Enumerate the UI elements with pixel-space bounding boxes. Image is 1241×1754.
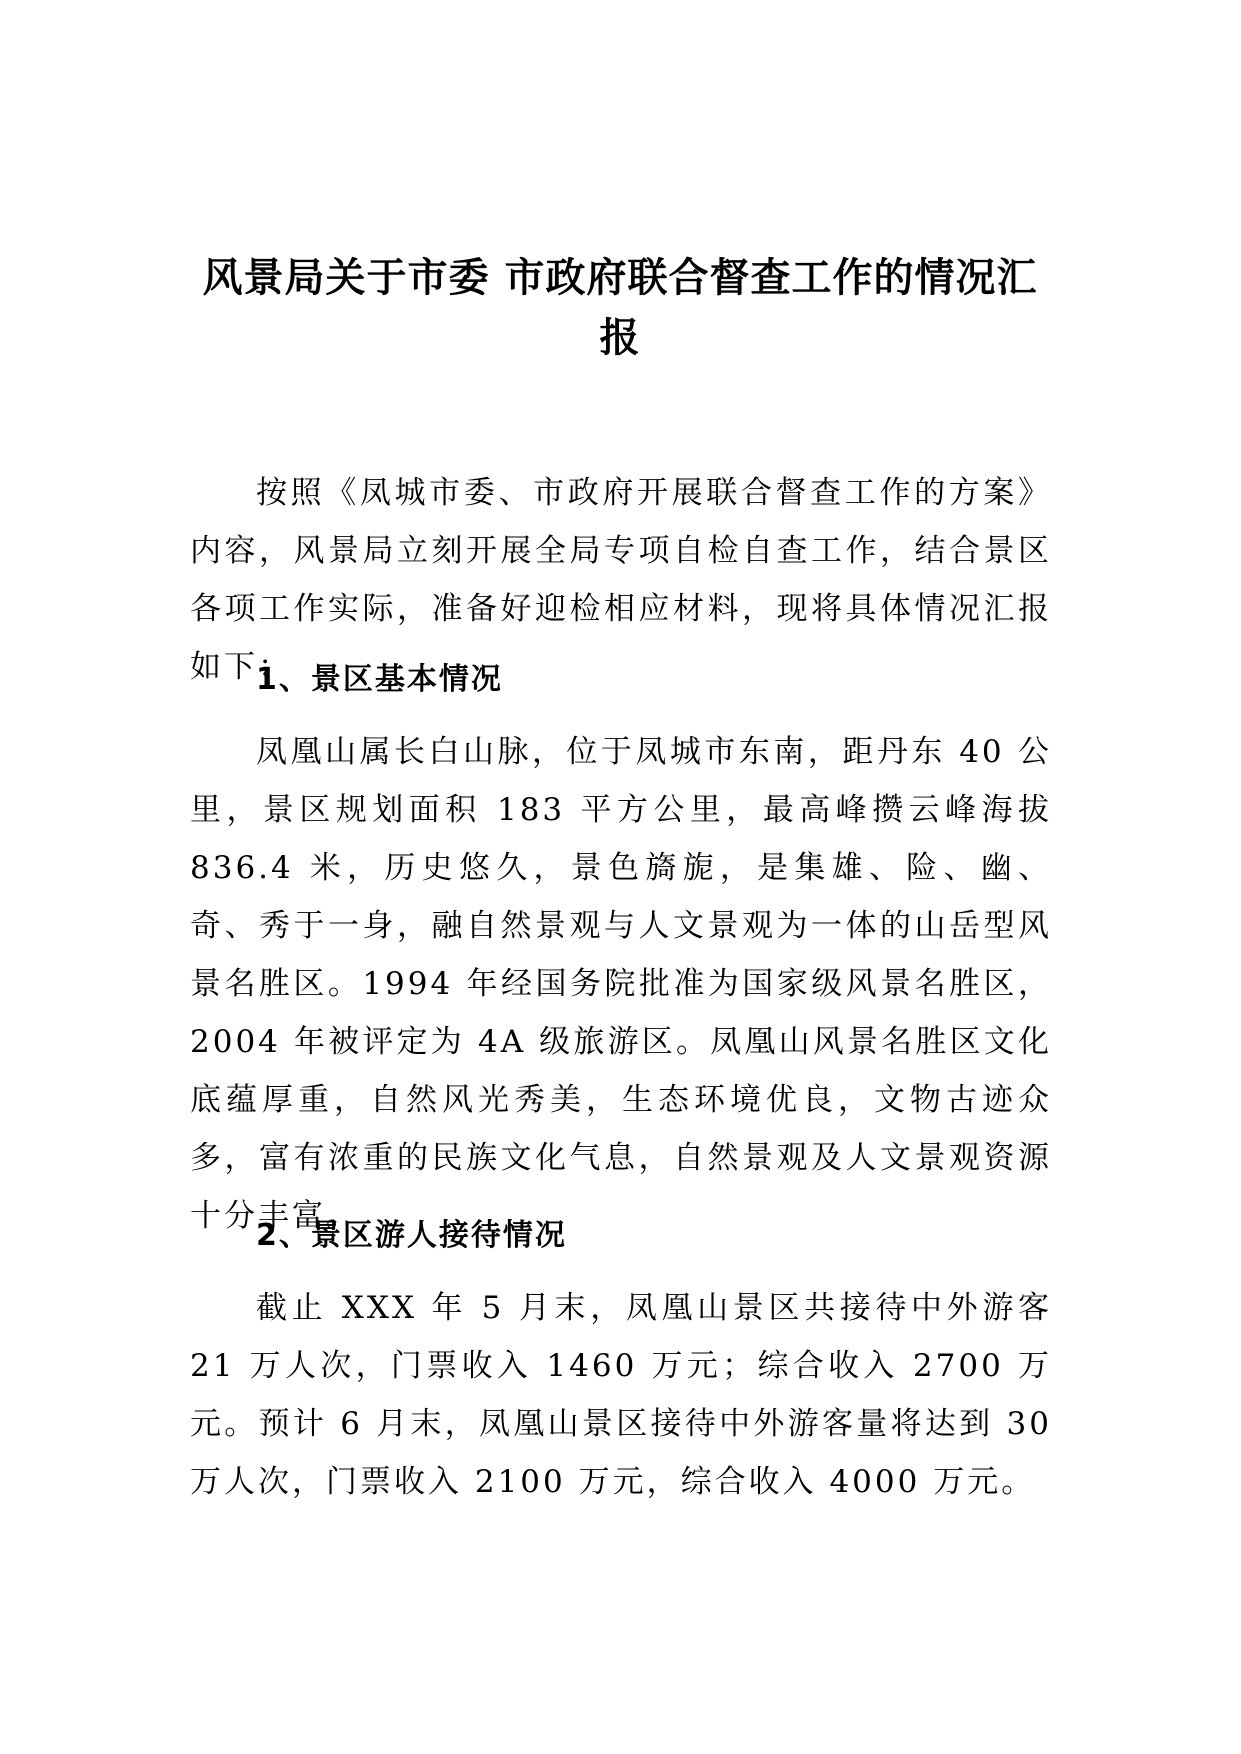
section-heading-basic-info: 1、景区基本情况 xyxy=(256,662,503,697)
section-paragraph-visitor-reception: 截止 XXX 年 5 月末，凤凰山景区共接待中外游客 21 万人次，门票收入 1460 万元；综合收入 2700 万元。预计 6 月末，凤凰山景区接待中外游客量将达到 30 万人次，门票收入 2100 万元，综合收入 4000 万元。 xyxy=(190,1290,1052,1500)
section-paragraph-basic-info: 凤凰山属长白山脉，位于凤城市东南，距丹东 40 公里，景区规划面积 183 平方公里，最高峰攒云峰海拔 836.4 米，历史悠久，景色旖旎，是集雄、险、幽、奇、秀于一身，融自然景观与人文景观为一体的山岳型风景名胜区。1994 年经国务院批准为国家级风景名胜区，2004 年被评定为 4A 级旅游区。凤凰山风景名胜区文化底蕴厚重，自然风光秀美，生态环境优良，文物古迹众多，富有浓重的民族文化气息，自然景观及人文景观资源十分丰富。 xyxy=(190,734,1052,1234)
section-heading-visitor-reception: 2、景区游人接待情况 xyxy=(256,1218,567,1253)
intro-paragraph: 按照《凤城市委、市政府开展联合督查工作的方案》内容，风景局立刻开展全局专项自检自查工作，结合景区各项工作实际，准备好迎检相应材料，现将具体情况汇报如下： xyxy=(190,475,1052,685)
document-title: 风景局关于市委 市政府联合督查工作的情况汇报 xyxy=(202,255,1038,361)
